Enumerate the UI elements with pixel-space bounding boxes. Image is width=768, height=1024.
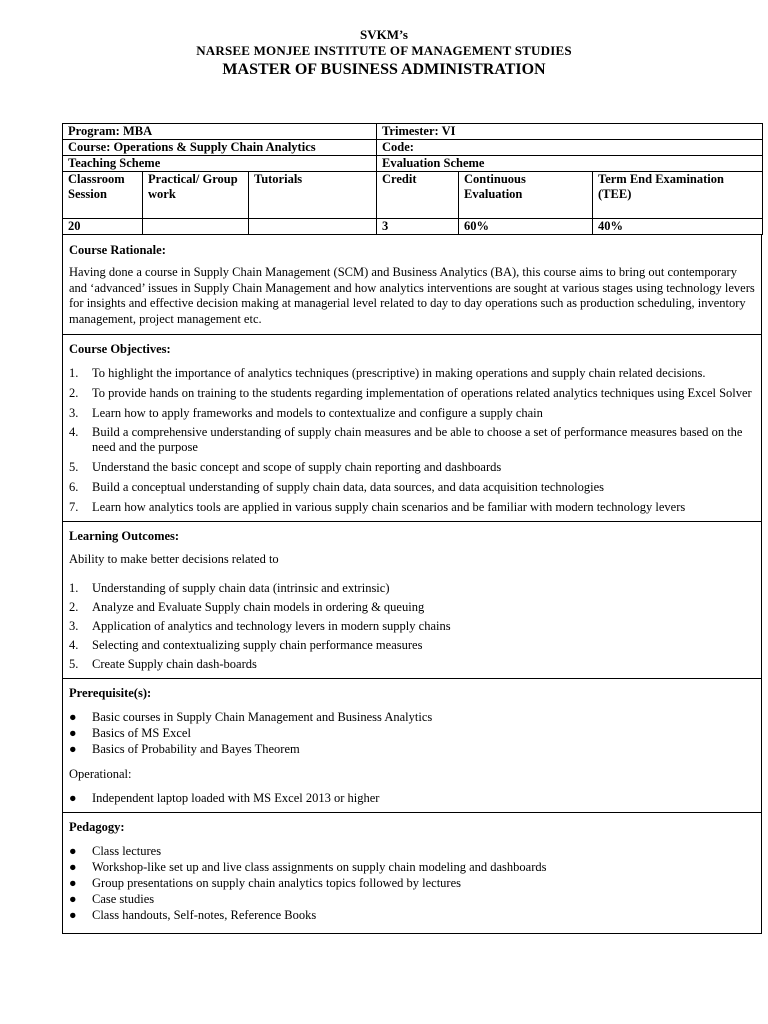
outcomes-section	[62, 522, 762, 679]
teaching-scheme-cell: Teaching Scheme	[63, 156, 377, 172]
credit-header: Credit	[377, 172, 459, 219]
table-row	[63, 172, 763, 219]
practical-value	[143, 219, 249, 235]
institute-name: NARSEE MONJEE INSTITUTE OF MANAGEMENT STUDIES	[196, 43, 572, 58]
list-item: 6. Build a conceptual understanding of supply chain data, data sources, and data acquisition technologies	[69, 480, 605, 494]
outcomes-list	[69, 581, 755, 672]
code-cell: Code:	[377, 140, 763, 156]
list-item: ● Class handouts, Self-notes, Reference Books	[69, 908, 317, 922]
list-item: 1. Understanding of supply chain data (intrinsic and extrinsic)	[69, 581, 390, 595]
continuous-header: Continuous Evaluation	[459, 172, 593, 219]
rationale-text: Having done a course in Supply Chain Management (SCM) and Business Analytics (BA), this course aims to bring out contemporary and ‘advanced’ issues in Supply Chain Management and how analytics interventions are sought at various stages using technology levers for insights and effective decision making at managerial level related to day to day operations such as production scheduling, inventory management, project management etc.	[69, 265, 755, 326]
table-row	[63, 219, 763, 235]
objectives-list	[69, 366, 755, 515]
prerequisites-list	[69, 710, 755, 757]
course-info-table	[62, 123, 763, 235]
list-item: 1. To highlight the importance of analytics techniques (prescriptive) in making operations and supply chain related decisions.	[69, 366, 706, 380]
credit-value: 3	[377, 219, 459, 235]
list-item: ● Independent laptop loaded with MS Excel 2013 or higher	[69, 791, 380, 805]
list-item: ● Basic courses in Supply Chain Management and Business Analytics	[69, 710, 433, 724]
practical-header: Practical/ Group work	[143, 172, 249, 219]
list-item: 2. To provide hands on training to the students regarding implementation of operations related analytics techniques using Excel Solver	[69, 386, 752, 400]
list-item: ● Basics of MS Excel	[69, 726, 191, 740]
list-item: ● Basics of Probability and Bayes Theorem	[69, 742, 300, 756]
trimester-cell: Trimester: VI	[377, 124, 763, 140]
classroom-value: 20	[63, 219, 143, 235]
syllabus-document	[62, 123, 762, 934]
objectives-section	[62, 335, 762, 522]
list-item: 4. Build a comprehensive understanding of supply chain measures and be able to choose a set of performance measures based on the need and the purpose	[69, 425, 743, 454]
operational-list	[69, 791, 755, 806]
rationale-section	[62, 235, 762, 335]
degree-title: MASTER OF BUSINESS ADMINISTRATION	[222, 61, 546, 78]
objectives-title: Course Objectives:	[69, 342, 171, 356]
tee-header: Term End Examination (TEE)	[593, 172, 763, 219]
list-item: 4. Selecting and contextualizing supply chain performance measures	[69, 638, 423, 652]
program-cell: Program: MBA	[63, 124, 377, 140]
operational-label: Operational:	[69, 767, 132, 781]
course-cell: Course: Operations & Supply Chain Analytics	[63, 140, 377, 156]
tee-value: 40%	[593, 219, 763, 235]
tutorials-value	[249, 219, 377, 235]
classroom-header: Classroom Session	[63, 172, 143, 219]
list-item: ● Group presentations on supply chain analytics topics followed by lectures	[69, 876, 462, 890]
list-item: ● Workshop-like set up and live class assignments on supply chain modeling and dashboards	[69, 860, 547, 874]
table-row	[63, 156, 763, 172]
outcomes-title: Learning Outcomes:	[69, 529, 180, 543]
org-name: SVKM’s	[360, 27, 408, 42]
list-item: 3. Application of analytics and technology levers in modern supply chains	[69, 619, 451, 633]
list-item: 2. Analyze and Evaluate Supply chain models in ordering & queuing	[69, 600, 425, 614]
prerequisites-section	[62, 679, 762, 813]
table-row	[63, 140, 763, 156]
pedagogy-title: Pedagogy:	[69, 820, 125, 834]
rationale-title: Course Rationale:	[69, 243, 166, 257]
outcomes-intro: Ability to make better decisions related to	[69, 552, 279, 566]
prerequisites-title: Prerequisite(s):	[69, 686, 152, 700]
pedagogy-list	[69, 844, 755, 923]
table-row	[63, 124, 763, 140]
continuous-value: 60%	[459, 219, 593, 235]
document-header	[0, 27, 768, 80]
list-item: 5. Understand the basic concept and scope of supply chain reporting and dashboards	[69, 460, 502, 474]
list-item: ● Case studies	[69, 892, 155, 906]
list-item: 3. Learn how to apply frameworks and models to contextualize and configure a supply chain	[69, 406, 543, 420]
list-item: ● Class lectures	[69, 844, 162, 858]
list-item: 7. Learn how analytics tools are applied in various supply chain scenarios and be familiar with modern technology levers	[69, 500, 686, 514]
evaluation-scheme-cell: Evaluation Scheme	[377, 156, 763, 172]
tutorials-header: Tutorials	[249, 172, 377, 219]
list-item: 5. Create Supply chain dash-boards	[69, 657, 257, 671]
pedagogy-section	[62, 813, 762, 934]
